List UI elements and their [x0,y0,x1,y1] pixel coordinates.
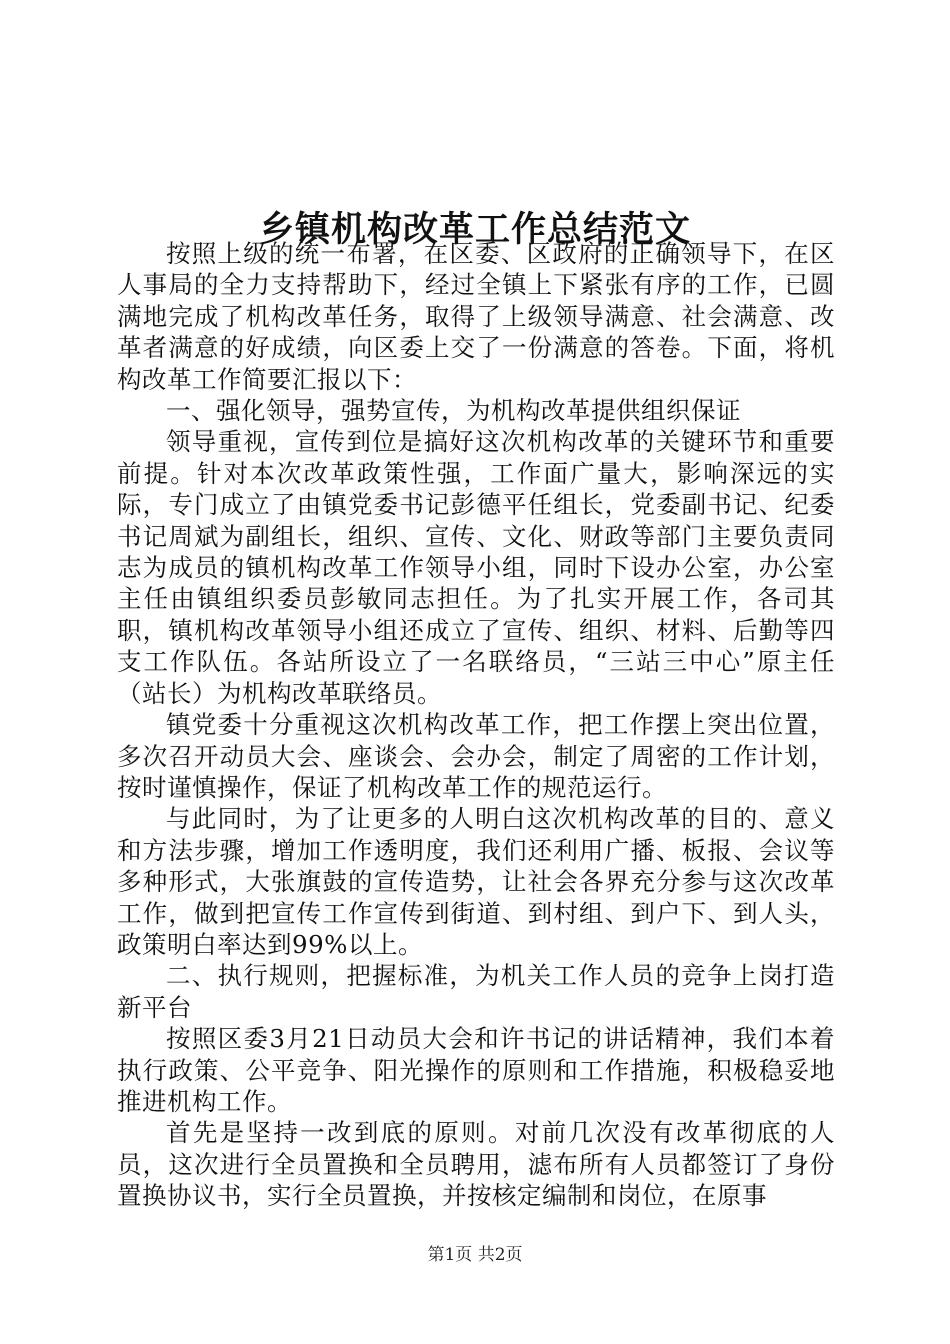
paragraph-party-committee: 镇党委十分重视这次机构改革工作，把工作摆上突出位置，多次召开动员大会、座谈会、会办会，制定了周密的工作计划，按时谨慎操作，保证了机构改革工作的规范运行。 [117,710,835,802]
paragraph-principles: 按照区委3月21日动员大会和许书记的讲话精神，我们本着执行政策、公平竞争、阳光操作的原则和工作措施，积极稳妥地推进机构工作。 [117,1024,835,1116]
document-title: 乡镇机构改革工作总结范文 [258,209,691,251]
paragraph-first-principle: 首先是坚持一改到底的原则。对前几次没有改革彻底的人员，这次进行全员置换和全员聘用，滤布所有人员都签订了身份置换协议书，实行全员置换，并按核定编制和岗位，在原事 [117,1118,835,1211]
paragraph-intro: 按照上级的统一布署，在区委、区政府的正确领导下，在区人事局的全力支持帮助下，经过全镇上下紧张有序的工作，已圆满地完成了机构改革任务，取得了上级领导满意、社会满意、改革者满意的好成绩，向区委上交了一份满意的答卷。下面，将机构改革工作简要汇报以下： [117,239,835,394]
section-heading-1: 一、强化领导，强势宣传，为机构改革提供组织保证 [166,396,741,426]
document-body [117,238,835,1212]
paragraph-publicity: 与此同时，为了让更多的人明白这次机构改革的目的、意义和方法步骤，增加工作透明度，我们还利用广播、板报、会议等多种形式，大张旗鼓的宣传造势，让社会各界充分参与这次改革工作，做到把宣传工作宣传到街道、到村组、到户下、到人头，政策明白率达到99%以上。 [117,804,835,959]
section-heading-2: 二、执行规则，把握标准，为机关工作人员的竞争上岗打造新平台 [117,961,835,1022]
page-total: 共2页 [477,1245,523,1265]
page-footer [0,1244,950,1266]
page-number: 第1页 [427,1245,473,1265]
paragraph-leadership: 领导重视，宣传到位是搞好这次机构改革的关键环节和重要前提。针对本次改革政策性强，工作面广量大，影响深远的实际，专门成立了由镇党委书记彭德平任组长，党委副书记、纪委书记周斌为副组长，组织、宣传、文化、财政等部门主要负责同志为成员的镇机构改革工作领导小组，同时下设办公室，办公室主任由镇组织委员彭敏同志担任。为了扎实开展工作，各司其职，镇机构改革领导小组还成立了宣传、组织、材料、后勤等四支工作队伍。各站所设立了一名联络员，“三站三中心”原主任（站长）为机构改革联络员。 [117,427,835,708]
